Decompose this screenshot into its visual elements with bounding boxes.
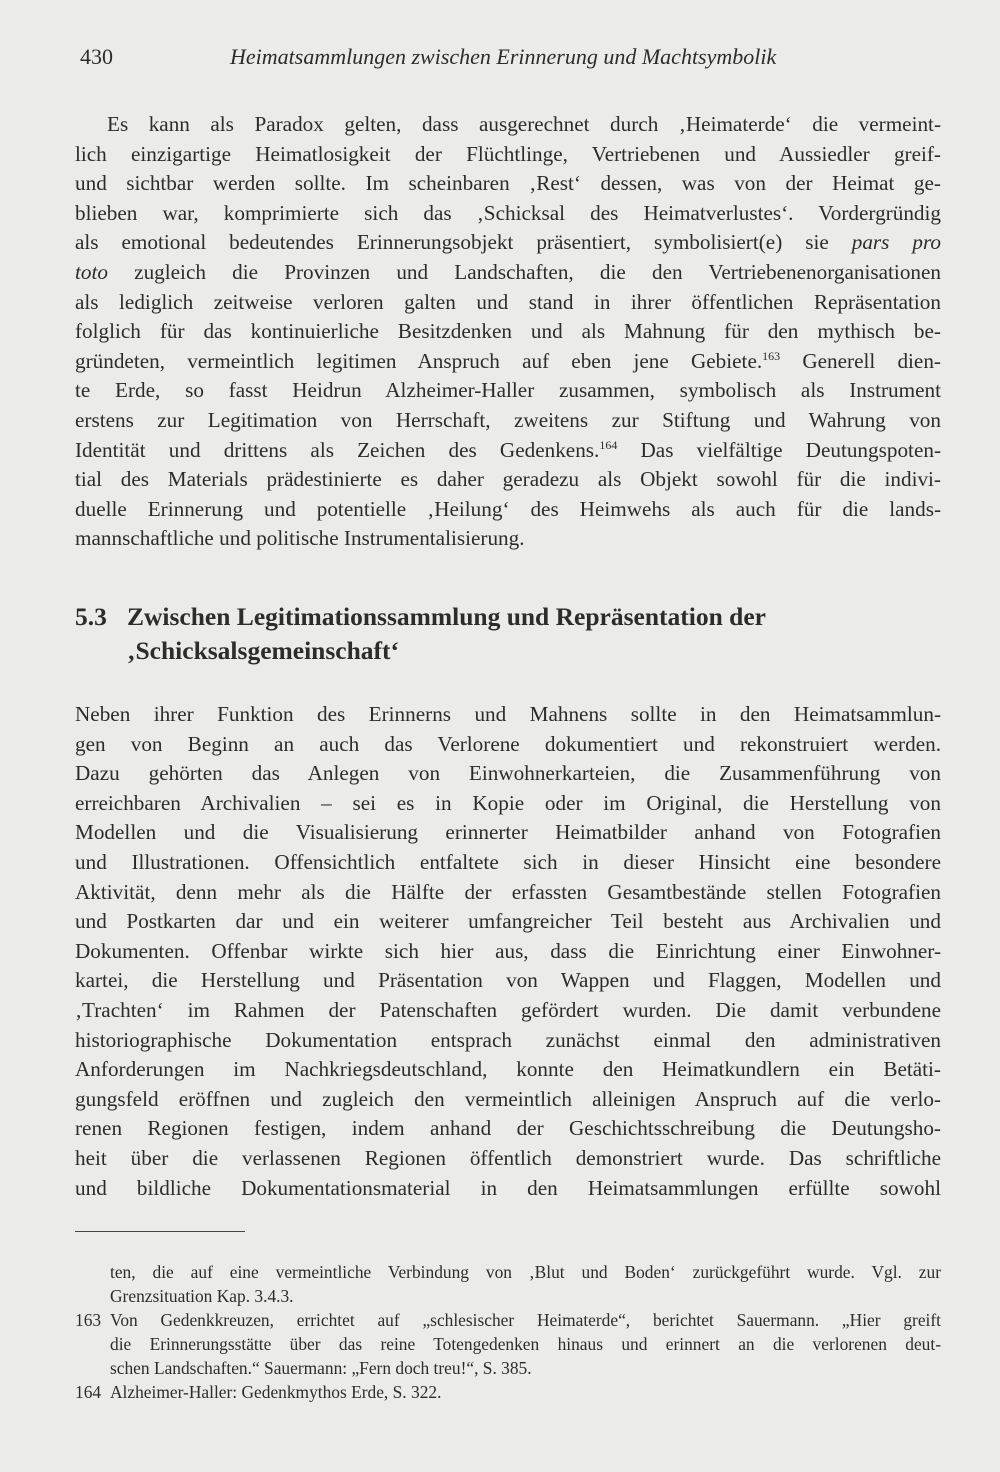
text-line: Dokumenten. Offenbar wirkte sich hier aus, dass die Einrichtung einer Einwohner- xyxy=(75,938,941,963)
text-line: und bildliche Dokumentationsmaterial in den Heimatsammlungen erfüllte sowohl xyxy=(75,1175,941,1200)
text-line: ‚Trachten‘ im Rahmen der Patenschaften gefördert wurden. Die damit verbundene xyxy=(75,997,941,1022)
text-line xyxy=(75,228,941,258)
footnote-divider xyxy=(75,1231,245,1232)
text-line: und sichtbar werden sollte. Im scheinbaren ‚Rest‘ dessen, was von der Heimat ge- xyxy=(75,171,941,196)
text-line: kartei, die Herstellung und Präsentation von Wappen und Flaggen, Modellen und xyxy=(75,968,941,993)
text-segment: als emotional bedeutendes Erinnerungsobjekt präsentiert, symbolisiert(e) sie xyxy=(75,230,829,255)
footnote-number: 164 xyxy=(75,1382,102,1402)
text-line: tial des Materials prädestinierte es daher geradezu als Objekt sowohl für die indivi- xyxy=(75,467,941,492)
text-line: erstens zur Legitimation von Herrschaft, zweitens zur Stiftung und Wahrung von xyxy=(75,407,941,432)
text-line: erreichbaren Archivalien – sei es in Kopie oder im Original, die Herstellung von xyxy=(75,790,941,815)
text-segment: gründeten, vermeintlich legitimen Anspruch auf eben jene Gebiete. xyxy=(75,348,763,373)
text-line: Neben ihrer Funktion des Erinnerns und Mahnens sollte in den Heimatsammlun- xyxy=(75,702,941,726)
page-number: 430 xyxy=(80,44,113,69)
section-number: 5.3 xyxy=(75,602,107,631)
text-segment: zugleich die Provinzen und Landschaften, die den Vertriebenenorganisationen xyxy=(134,259,942,284)
running-title: Heimatsammlungen zwischen Erinnerung und Machtsymbolik xyxy=(230,44,777,69)
section-title-line2: ‚Schicksalsgemeinschaft‘ xyxy=(127,636,399,665)
text-line: duelle Erinnerung und potentielle ‚Heilung‘ des Heimwehs als auch für die lands- xyxy=(75,496,941,521)
text-segment: Das vielfältige Deutungspoten- xyxy=(640,437,941,462)
italic-term: pars pro xyxy=(851,230,942,255)
footnote-ref[interactable]: 164 xyxy=(599,437,618,452)
footnote-line: schen Landschaften.“ Sauermann: „Fern doch treu!“, S. 385. xyxy=(110,1358,532,1378)
footnote-number: 163 xyxy=(75,1310,102,1330)
section-heading xyxy=(75,600,941,668)
section-title: Zwischen Legitimationssammlung und Repräsentation der xyxy=(127,602,766,631)
footnote-164 xyxy=(75,1380,941,1404)
text-line: als lediglich zeitweise verloren galten und stand in ihrer öffentlichen Repräsentation xyxy=(75,289,941,314)
text-line: Dazu gehörten das Anlegen von Einwohnerkarteien, die Zusammenführung von xyxy=(75,761,941,786)
footnote-163 xyxy=(75,1308,941,1380)
text-line: mannschaftliche und politische Instrumentalisierung. xyxy=(75,526,525,551)
text-line: Anforderungen im Nachkriegsdeutschland, konnte den Heimatkundlern ein Betäti- xyxy=(75,1057,941,1082)
text-line: und Postkarten dar und ein weiterer umfangreicher Teil besteht aus Archivalien und xyxy=(75,909,941,934)
text-line xyxy=(75,347,941,377)
italic-term: toto xyxy=(75,259,108,284)
footnote-line: Alzheimer-Haller: Gedenkmythos Erde, S. 322. xyxy=(110,1382,442,1402)
text-segment: Identität und drittens als Zeichen des Gedenkens. xyxy=(75,437,600,462)
paragraph-2 xyxy=(75,700,941,1203)
footnote-line: Von Gedenkkreuzen, errichtet auf „schlesischer Heimaterde“, berichtet Sauermann. „Hier greift xyxy=(110,1310,941,1330)
text-line xyxy=(75,436,941,466)
text-line: renen Regionen festigen, indem anhand der Geschichtsschreibung die Deutungsho- xyxy=(75,1116,941,1141)
text-line: heit über die verlassenen Regionen öffentlich demonstriert wurde. Das schriftliche xyxy=(75,1145,941,1170)
footnote-line: ten, die auf eine vermeintliche Verbindung von ‚Blut und Boden‘ zurückgeführt wurde. Vgl. zur xyxy=(110,1262,941,1282)
text-line: lich einzigartige Heimatlosigkeit der Flüchtlinge, Vertriebenen und Aussiedler greif- xyxy=(75,141,941,166)
footnote-line: die Erinnerungsstätte über das reine Totengedenken hinaus und erinnert an die verlorenen deut- xyxy=(110,1334,941,1354)
text-line: gungsfeld eröffnen und zugleich den vermeintlich alleinigen Anspruch auf die verlo- xyxy=(75,1086,941,1111)
text-line: blieben war, komprimierte sich das ‚Schicksal des Heimatverlustes‘. Vordergründig xyxy=(75,200,941,225)
text-line: historiographische Dokumentation entsprach zunächst einmal den administrativen xyxy=(75,1027,941,1052)
footnote-ref[interactable]: 163 xyxy=(762,348,781,363)
text-line: gen von Beginn an auch das Verlorene dokumentiert und rekonstruiert werden. xyxy=(75,731,941,756)
text-segment: Generell dien- xyxy=(802,348,941,373)
text-line: folglich für das kontinuierliche Besitzdenken und als Mahnung für den mythisch be- xyxy=(75,319,941,344)
text-line: Aktivität, denn mehr als die Hälfte der erfassten Gesamtbestände stellen Fotografien xyxy=(75,879,941,904)
paragraph-1 xyxy=(75,110,941,554)
footnotes xyxy=(75,1260,941,1404)
footnote-line: Grenzsituation Kap. 3.4.3. xyxy=(110,1286,294,1306)
footnote-number-spacer xyxy=(75,1260,110,1308)
footnote-continuation xyxy=(75,1260,941,1308)
text-line: te Erde, so fasst Heidrun Alzheimer-Haller zusammen, symbolisch als Instrument xyxy=(75,378,941,403)
text-line: und Illustrationen. Offensichtlich entfaltete sich in dieser Hinsicht eine besondere xyxy=(75,849,941,874)
text-line: Es kann als Paradox gelten, dass ausgerechnet durch ‚Heimaterde‘ die vermeint- xyxy=(107,112,941,136)
text-line: Modellen und die Visualisierung erinnerter Heimatbilder anhand von Fotografien xyxy=(75,820,941,845)
text-line xyxy=(75,258,941,288)
